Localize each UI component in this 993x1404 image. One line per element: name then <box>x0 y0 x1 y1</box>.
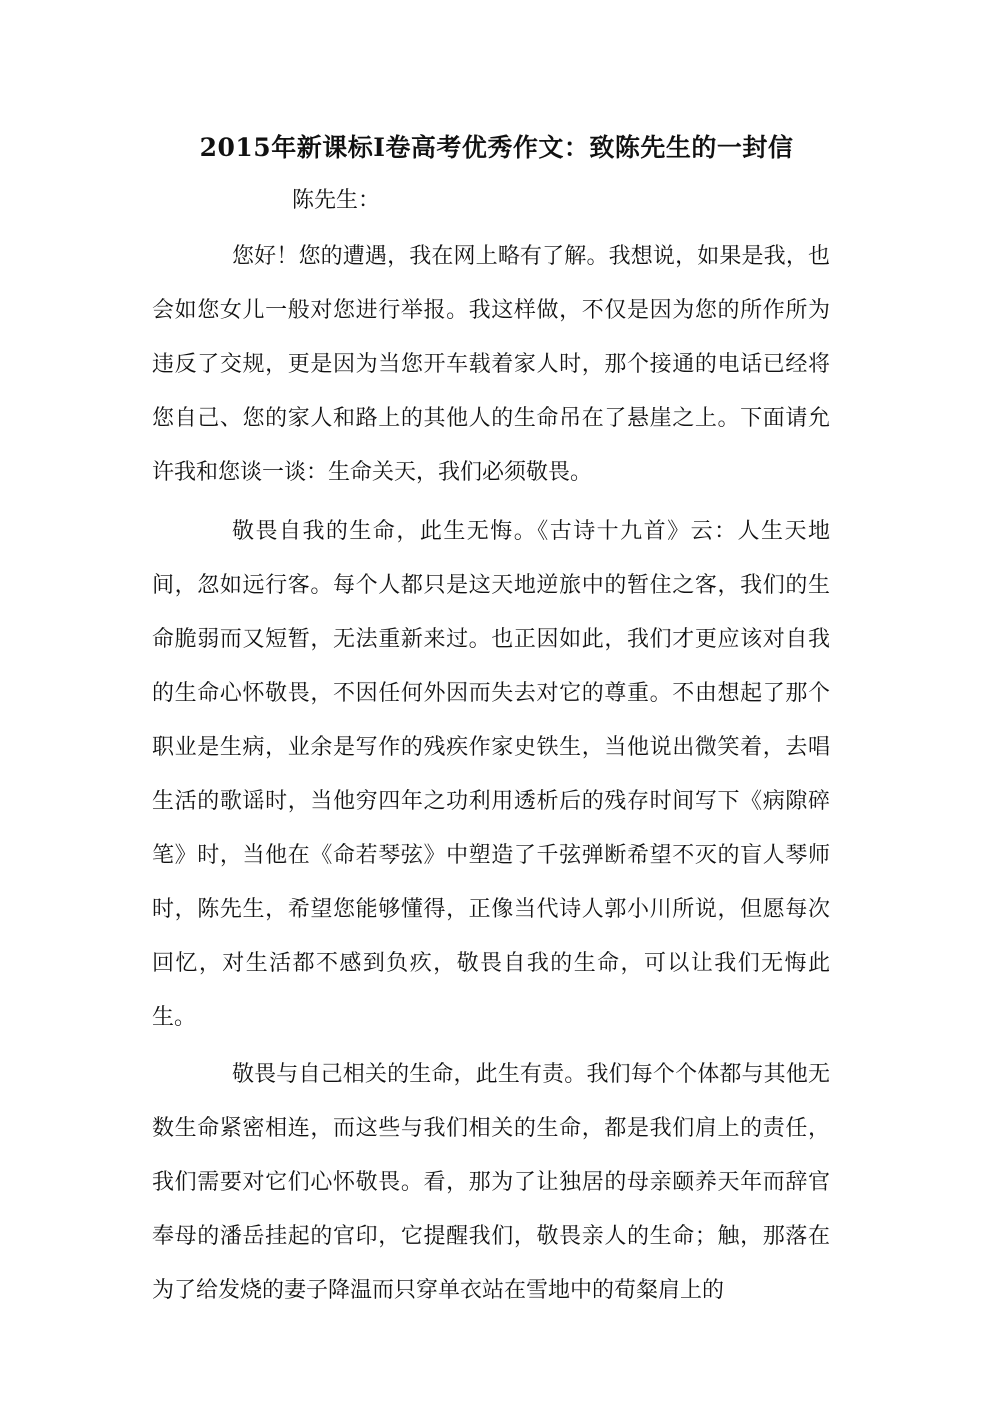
paragraph-respect-related-lives: 敬畏与自己相关的生命，此生有责。我们每个个体都与其他无数生命紧密相连，而这些与我们相关的生命，都是我们肩上的责任，我们需要对它们心怀敬畏。看，那为了让独居的母亲颐养天年而辞官奉母的潘岳挂起的官印，它提醒我们，敬畏亲人的生命；触，那落在为了给发烧的妻子降温而只穿单衣站在雪地中的荀粲肩上的 <box>152 1062 830 1303</box>
salutation: 陈先生： <box>292 188 381 213</box>
letter-body <box>152 230 830 1321</box>
paragraph-greeting: 您好！您的遭遇，我在网上略有了解。我想说，如果是我，也会如您女儿一般对您进行举报。我这样做，不仅是因为您的所作所为违反了交规，更是因为当您开车载着家人时，那个接通的电话已经将您自己、您的家人和路上的其他人的生命吊在了悬崖之上。下面请允许我和您谈一谈：生命关天，我们必须敬畏。 <box>152 244 830 485</box>
paragraph-respect-own-life: 敬畏自我的生命，此生无悔。《古诗十九首》云：人生天地间，忽如远行客。每个人都只是这天地逆旅中的暂住之客，我们的生命脆弱而又短暂，无法重新来过。也正因如此，我们才更应该对自我的生命心怀敬畏，不因任何外因而失去对它的尊重。不由想起了那个职业是生病，业余是写作的残疾作家史铁生，当他说出微笑着，去唱生活的歌谣时，当他穷四年之功利用透析后的残存时间写下《病隙碎笔》时，当他在《命若琴弦》中塑造了千弦弹断希望不灭的盲人琴师时，陈先生，希望您能够懂得，正像当代诗人郭小川所说，但愿每次回忆，对生活都不感到负疚，敬畏自我的生命，可以让我们无悔此生。 <box>152 519 830 1030</box>
document-title: 2015年新课标I卷高考优秀作文：致陈先生的一封信 <box>199 133 794 162</box>
